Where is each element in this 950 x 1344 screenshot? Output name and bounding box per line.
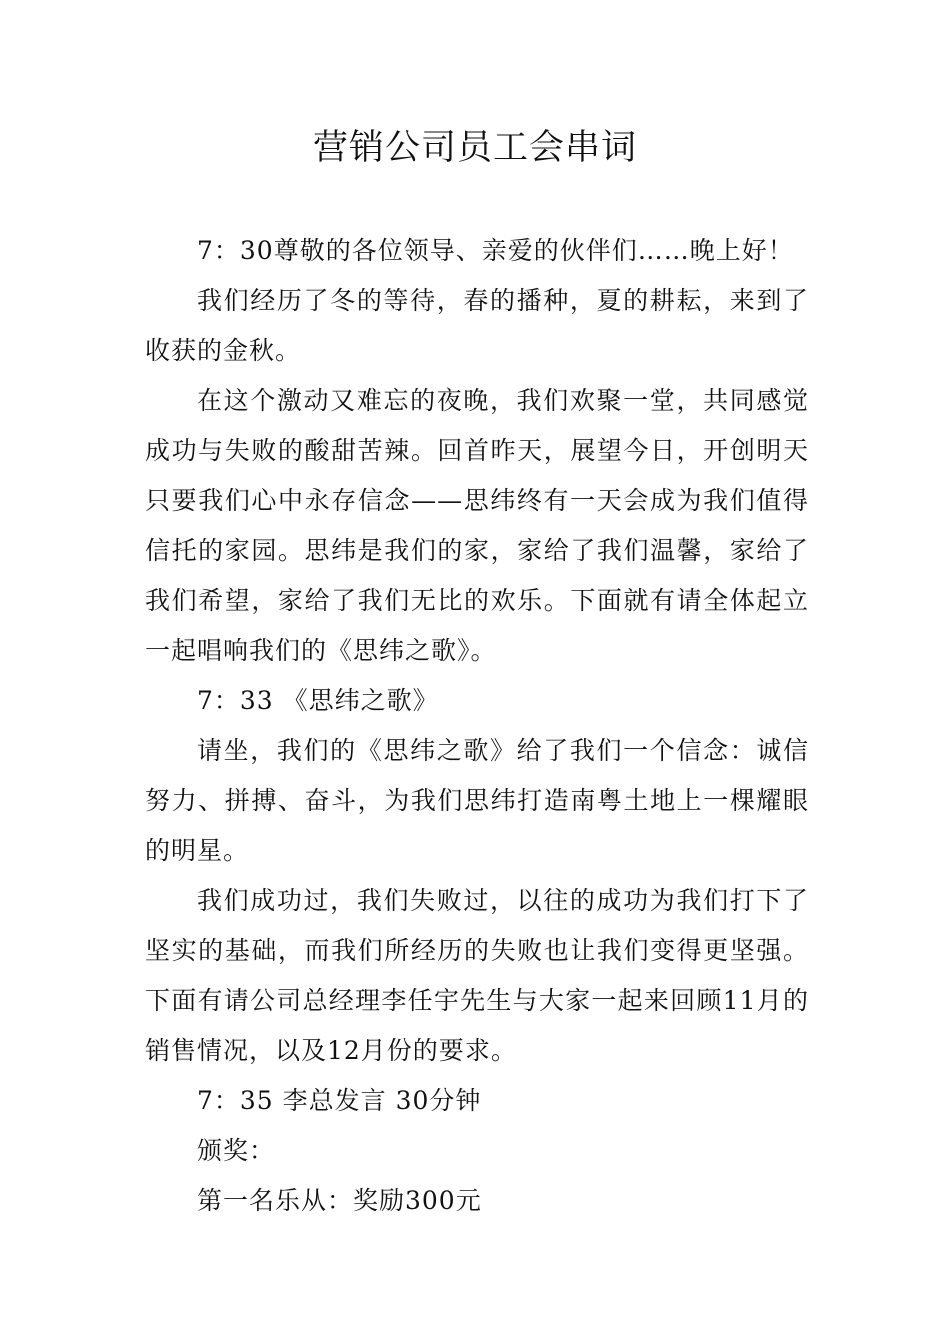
paragraph-success-failure: 我们成功过，我们失败过，以往的成功为我们打下了坚实的基础，而我们所经历的失败也让我们变得更坚强。下面有请公司总经理李任宇先生与大家一起来回顾11月的销售情况，以及12月份的要求。: [145, 886, 809, 1065]
paragraph-song-belief: 请坐，我们的《思纬之歌》给了我们一个信念：诚信努力、拼搏、奋斗，为我们思纬打造南粤土地上一棵耀眼的明星。: [145, 736, 809, 865]
paragraph-seasons: 我们经历了冬的等待，春的播种，夏的耕耘，来到了收获的金秋。: [145, 286, 809, 365]
paragraph-speech-time: 7：35 李总发言 30分钟: [197, 1086, 482, 1115]
paragraph-opening-greeting: 7：30尊敬的各位领导、亲爱的伙伴们……晚上好！: [197, 236, 794, 265]
document-title: 营销公司员工会串词: [312, 128, 637, 168]
paragraph-song-time: 7：33 《思纬之歌》: [197, 686, 439, 715]
paragraph-first-prize: 第一名乐从：奖励300元: [197, 1186, 482, 1215]
paragraph-evening-gathering: 在这个激动又难忘的夜晚，我们欢聚一堂，共同感觉成功与失败的酸甜苦辣。回首昨天，展望今日，开创明天只要我们心中永存信念——思纬终有一天会成为我们值得信托的家园。思纬是我们的家，家给了我们温馨，家给了我们希望，家给了我们无比的欢乐。下面就有请全体起立一起唱响我们的《思纬之歌》。: [145, 386, 809, 665]
document-body: [145, 226, 809, 1226]
paragraph-awards-heading: 颁奖：: [197, 1136, 276, 1165]
